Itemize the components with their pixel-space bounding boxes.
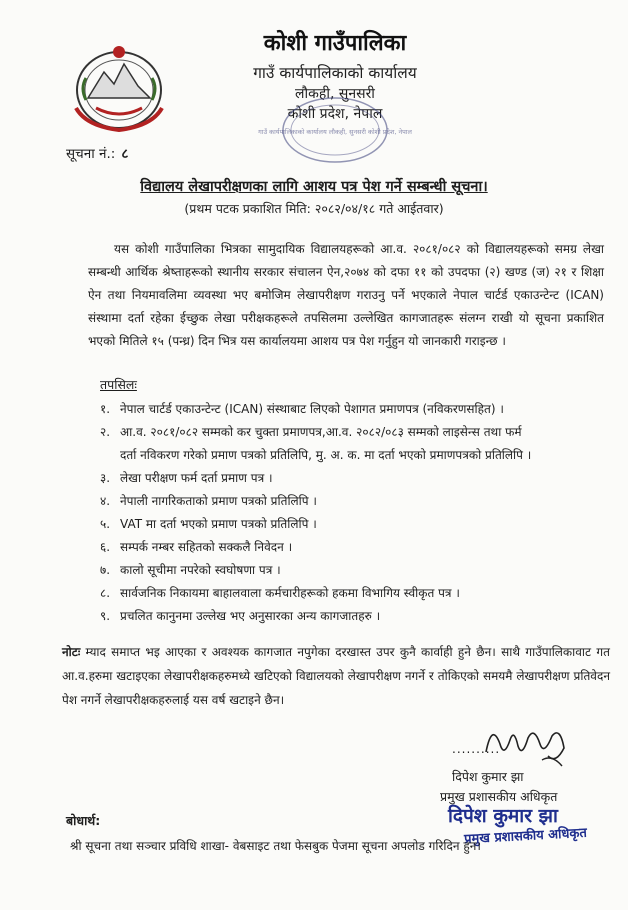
list-item: ९. प्रचलित कानुनमा उल्लेख भए अनुसारका अन्य कागजातहरु । [100,609,381,623]
nepal-emblem-icon [66,38,172,136]
office-name: गाउँ कार्यपालिकाको कार्यालय [253,64,417,82]
name-stamp: दिपेश कुमार झा [448,805,558,827]
note-label: नोटः [62,645,81,659]
notice-body: यस कोशी गाउँपालिका भित्रका सामुदायिक विद्यालयहरूको आ.व. २०८१/०८२ को विद्यालयहरूको समग्र लेखा सम्बन्धी आर्थिक श्रेष्ताहरूको स्थानीय सरकार संचालन ऐन,२०७४ को दफा ११ को उपदफा (२) खण्ड (ज) २१ र शिक्षा ऐन तथा नियमावलिमा व्यवस्था भए बमोजिम लेखापरीक्षण गराउनु पर्ने भएकाले नेपाल चार्टर्ड एकाउन्टेन्ट (ICAN) संस्थामा दर्ता रहेका ईच्छुक लेखा परीक्षकहरूले तपसिलमा उल्लेखित कागजातहरू संलग्न राखी यो सूचना प्रकाशित भएको मितिले १५ (पन्ध्र) दिन भित्र यस कार्यालयमा आशय पत्र पेश गर्नुहुन यो जानकारी गराइन्छ । [88,242,604,348]
published-date: (प्रथम पटक प्रकाशित मिति: २०८२/०४/१८ गते आईतवार) [184,201,444,216]
list-item: ५. VAT मा दर्ता भएको प्रमाण पत्रको प्रतिलिपि । [100,517,317,531]
list-item: २. आ.व. २०८१/०८२ सम्मको कर चुक्ता प्रमाणपत्र,आ.व. २०८२/०८३ सम्मको लाइसेन्स तथा फर्म दर्ता नविकरण गरेको प्रमाण पत्रको प्रतिलिपि, मु. अ. क. मा दर्ता भएको प्रमाणपत्रको प्रतिलिपि । [100,425,532,462]
notice-note [62,640,610,712]
list-title: तपसिलः [100,377,137,392]
reference-value: ८ [121,146,130,162]
district-address: लौकही, सुनसरी [295,86,375,102]
signer-name: दिपेश कुमार झा [452,769,524,784]
cc-text: श्री सूचना तथा सञ्चार प्रविधि शाखा- वेबसाइट तथा फेसबुक पेजमा सूचना अपलोड गरिदिन हुन। [70,839,481,853]
list-item: ८. सार्वजनिक निकायमा बाहालवाला कर्मचारीहरूको हकमा विभागिय स्वीकृत पत्र । [100,586,460,600]
reference-number [66,144,129,162]
list-item: ४. नेपाली नागरिकताको प्रमाण पत्रको प्रतिलिपि । [100,494,317,508]
signer-title: प्रमुख प्रशासकीय अधिकृत [440,789,558,804]
list-item: १. नेपाल चार्टर्ड एकाउन्टेन्ट (ICAN) संस्थाबाट लिएको पेशागत प्रमाणपत्र (नविकरणसहित) । [100,402,504,416]
title-stamp: प्रमुख प्रशासकीय अधिकृत [463,825,588,848]
org-name: कोशी गाउँपालिका [263,31,407,56]
document-list [100,398,610,628]
svg-text:गाउँ कार्यपालिकाको कार्यालय लौ [258,128,412,136]
reference-label: सूचना नं.: [66,146,116,162]
province-address: कोशी प्रदेश, नेपाल [287,106,383,122]
notice-subject: विद्यालय लेखापरीक्षणका लागि आशय पत्र पेश गर्ने सम्बन्धी सूचना। [140,179,488,195]
signature-line: .......... [452,742,501,756]
list-item: ६. सम्पर्क नम्बर सहितको सक्कलै निवेदन । [100,540,293,554]
office-stamp [258,88,412,168]
list-item: ३. लेखा परीक्षण फर्म दर्ता प्रमाण पत्र । [100,471,273,485]
note-text: म्याद समाप्त भइ आएका र अवश्यक कागजात नपुगेका दरखास्त उपर कुनै कार्वाही हुने छैन। साथै गाउँपालिकावाट गत आ.व.हरुमा खटाइएका लेखापरीक्षकहरुमध्ये खटिएको विद्यालयको लेखापरीक्षण नगर्ने र तोकिएको समयमै लेखापरीक्षण प्रतिवेदन पेश नगर्ने लेखापरीक्षकहरुलाई यस वर्ष खटाइने छैन। [62,645,610,707]
list-item: ७. कालो सूचीमा नपरेको स्वघोषणा पत्र । [100,563,281,577]
cc-label: बोधार्थ: [66,813,101,828]
stamp-text: गाउँ कार्यपालिकाको कार्यालय लौकही, सुनसरी कोशी प्रदेश, नेपाल [258,128,412,136]
